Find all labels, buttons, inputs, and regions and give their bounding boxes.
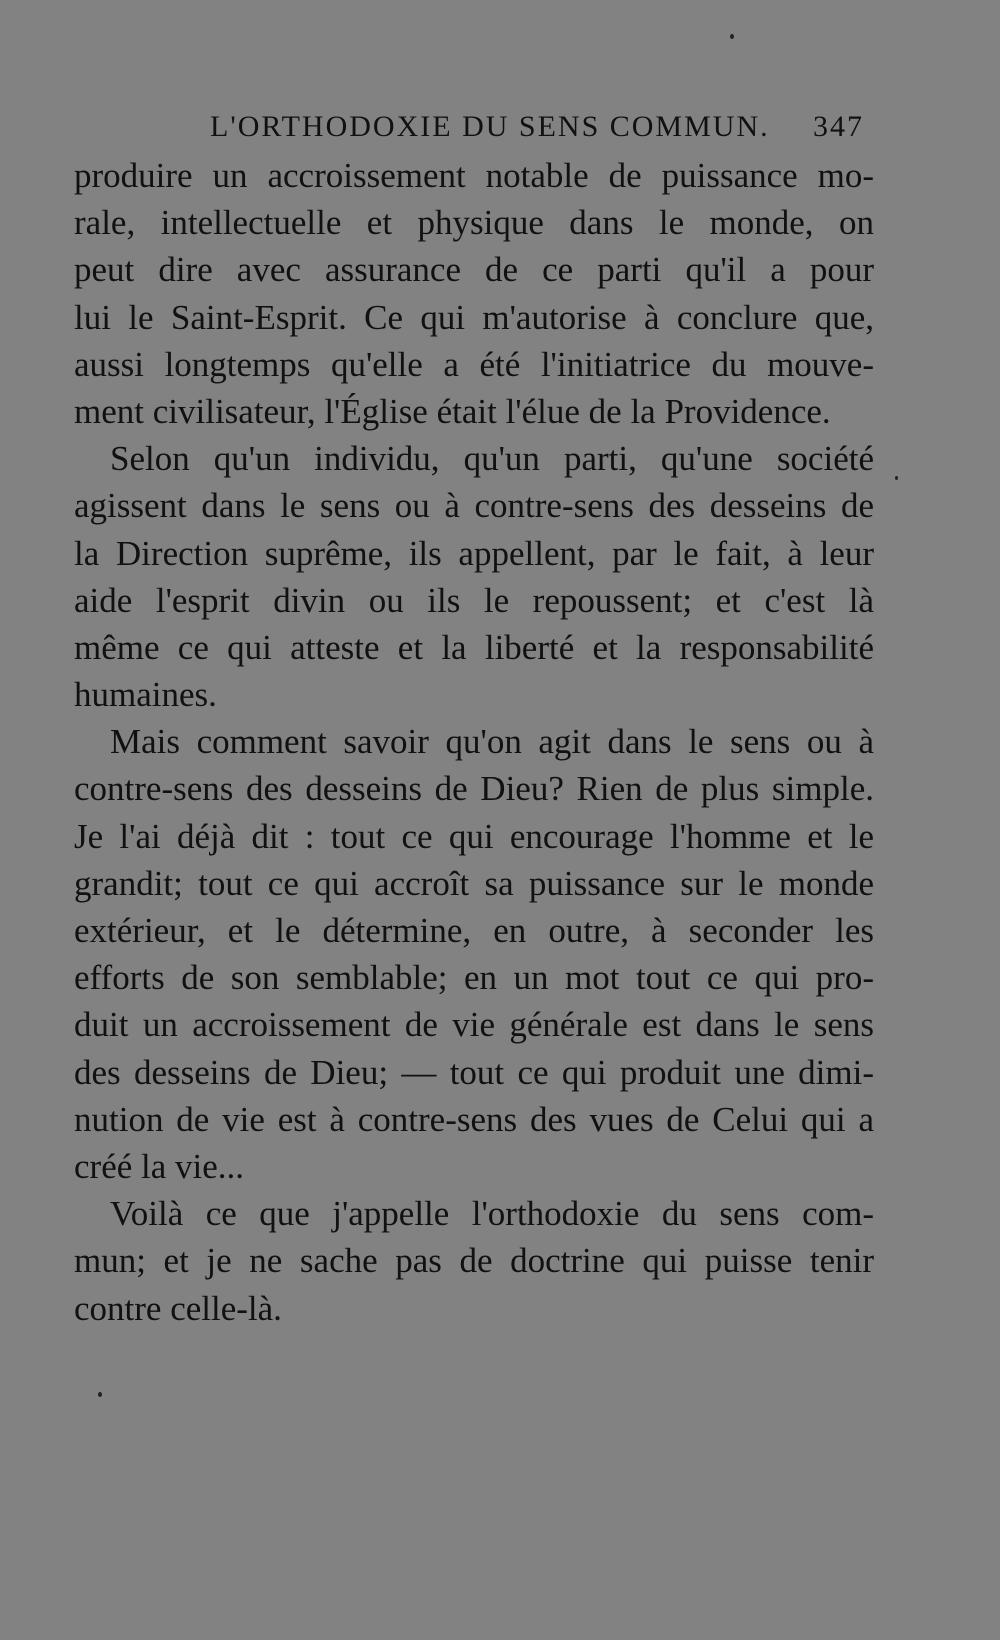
text-line: mun; et je ne sache pas de doctrine qui puisse tenir xyxy=(74,1241,874,1281)
text-line: aussi longtemps qu'elle a été l'initiatrice du mouve- xyxy=(74,344,874,384)
text-line: duit un accroissement de vie générale est dans le sens xyxy=(74,1005,874,1045)
paragraph-start: Mais comment savoir qu'on agit dans le sens ou à xyxy=(110,722,874,762)
text-line: grandit; tout ce qui accroît sa puissance sur le monde xyxy=(74,863,874,903)
print-speck xyxy=(98,1392,102,1397)
text-line: des desseins de Dieu; — tout ce qui produit une dimi- xyxy=(74,1052,874,1092)
paragraph-start: Voilà ce que j'appelle l'orthodoxie du sens com- xyxy=(110,1194,874,1234)
text-line: nution de vie est à contre-sens des vues de Celui qui a xyxy=(74,1099,874,1139)
text-line: lui le Saint-Esprit. Ce qui m'autorise à conclure que, xyxy=(74,297,874,337)
text-line: extérieur, et le détermine, en outre, à seconder les xyxy=(74,911,874,950)
text-line: créé la vie... xyxy=(74,1146,245,1186)
text-line: contre celle-là. xyxy=(74,1288,282,1328)
print-speck xyxy=(730,34,734,39)
paragraph-start: Selon qu'un individu, qu'un parti, qu'une société xyxy=(110,439,874,479)
text-line: même ce qui atteste et la liberté et la responsabilité xyxy=(74,627,874,667)
text-line: efforts de son semblable; en un mot tout ce qui pro- xyxy=(74,958,874,998)
text-line: peut dire avec assurance de ce parti qu'il a pour xyxy=(74,250,874,290)
text-line: agissent dans le sens ou à contre-sens des desseins de xyxy=(74,486,874,526)
text-line: aide l'esprit divin ou ils le repoussent; et c'est là xyxy=(74,580,874,620)
text-line: contre-sens des desseins de Dieu? Rien de plus simple. xyxy=(74,769,874,809)
text-line: la Direction suprême, ils appellent, par le fait, à leur xyxy=(74,533,874,573)
body-text xyxy=(74,152,874,1332)
text-line: rale, intellectuelle et physique dans le monde, on xyxy=(74,203,874,243)
print-speck xyxy=(895,476,898,480)
book-page xyxy=(74,104,874,1332)
text-line: ment civilisateur, l'Église était l'élue de la Providence. xyxy=(74,391,831,431)
running-head xyxy=(74,104,874,152)
page-number: 347 xyxy=(813,110,864,143)
running-title: L'ORTHODOXIE DU SENS COMMUN. xyxy=(210,110,770,143)
text-line: produire un accroissement notable de puissance mo- xyxy=(74,156,874,195)
text-line: humaines. xyxy=(74,675,217,715)
text-line: Je l'ai déjà dit : tout ce qui encourage l'homme et le xyxy=(74,816,874,856)
